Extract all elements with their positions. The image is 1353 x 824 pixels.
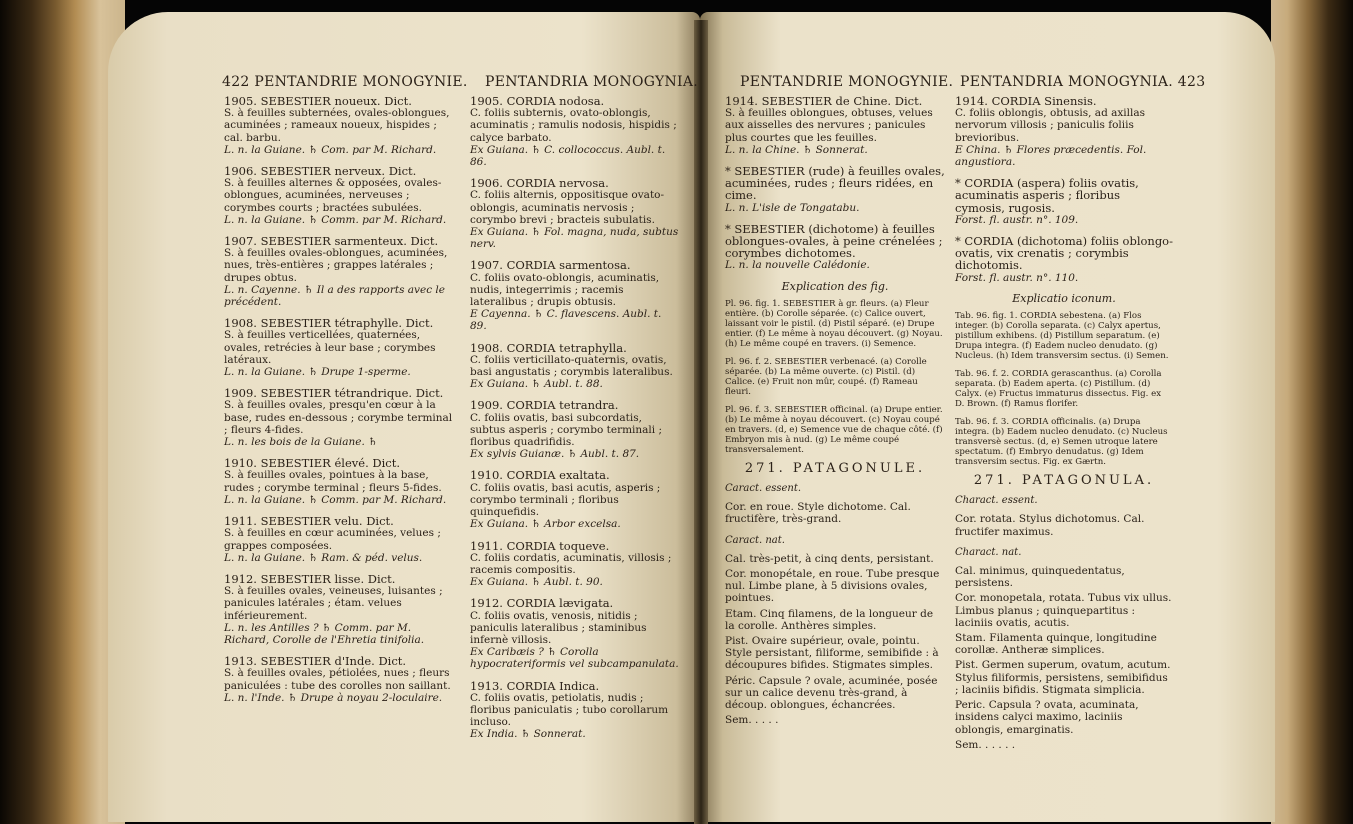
entry-title: * SEBESTIER (rude) à feuilles ovales, acuminées, rudes ; fleurs ridées, en cime. <box>725 164 945 203</box>
entry-citation: L. n. la Guiane. ♄ Com. par M. Richard. <box>224 143 437 156</box>
essential-character-text: Cor. rotata. Stylus dichotomus. Cal. fructifer maximus. <box>955 513 1145 538</box>
entry-citation: L. n. la nouvelle Calédonie. <box>725 259 870 272</box>
plate-caption: Pl. 96. f. 2. SEBESTIER verbenacé. (a) Corolle séparée. (b) La même ouverte. (c) Pistil. (d) Calice. (e) Fruit non mûr, coupé. (f) Rameau fleuri. <box>725 356 927 397</box>
entry-citation: L. n. la Guiane. ♄ Comm. par M. Richard. <box>224 493 447 506</box>
entry-description: C. foliis ovatis, basi subcordatis, subtus asperis ; corymbo terminali ; floribus quadrifidis. <box>470 411 663 449</box>
book-edge-right <box>1271 0 1353 824</box>
entry-title: 1914. CORDIA Sinensis. <box>955 94 1097 108</box>
species-entry <box>224 655 456 704</box>
entry-title: 1905. CORDIA nodosa. <box>470 94 605 108</box>
natural-character-line: Cor. monopetala, rotata. Tubus vix ullus. Limbus planus ; quinquepartitus : laciniis ovatis, acutis. <box>955 592 1172 629</box>
column-french-422 <box>224 95 456 713</box>
plate-explanation-heading: Explicatio iconum. <box>1012 291 1116 305</box>
entry-citation: L. n. les Antilles ? ♄ Comm. par M. Richard, Corolle de l'Ehretia tinifolia. <box>224 621 425 646</box>
entry-description: S. à feuilles subternées, ovales-oblongues, acuminées ; rameaux noueux, hispides ; cal. barbu. <box>224 107 450 144</box>
entry-title: 1909. CORDIA tetrandra. <box>470 398 619 413</box>
species-entry <box>955 177 1173 226</box>
entry-description: S. à feuilles verticellées, quaternées, ovales, retrécies à leur base ; corymbes latéraux. <box>224 329 436 366</box>
species-entry <box>224 95 456 156</box>
column-latin-423 <box>955 95 1173 754</box>
plate-caption: Pl. 96. f. 3. SEBESTIER officinal. (a) Drupe entier. (b) Le même à noyau découvert. (c) Noyau coupé en travers. (d, e) Semence vue de chaque côté. (f) Embryon mis à nud. (g) Le même coupé transversalement. <box>725 404 943 455</box>
entry-description: C. foliis cordatis, acuminatis, villosis ; racemis compositis. <box>470 551 672 576</box>
entry-citation: L. n. l'Inde. ♄ Drupe à noyau 2-loculaire. <box>224 691 443 704</box>
column-latin-422 <box>470 95 680 750</box>
species-entry <box>470 399 680 460</box>
entry-citation: Ex India. ♄ Sonnerat. <box>470 728 586 741</box>
essential-character-label: Charact. essent. <box>955 495 1038 507</box>
entry-title: 1913. CORDIA Indica. <box>470 678 600 693</box>
entry-citation: Forst. fl. austr. n°. 110. <box>955 271 1079 284</box>
entry-description: S. à feuilles ovales, pétiolées, nues ; fleurs paniculées : tube des corolles non saillant. <box>224 667 451 692</box>
genus-heading: 271. PATAGONULE. <box>744 460 926 476</box>
species-entry <box>470 469 680 530</box>
entry-description: S. à feuilles en cœur acuminées, velues ; grappes composées. <box>224 527 441 552</box>
species-entry <box>224 165 456 226</box>
header-423-french: PENTANDRIE MONOGYNIE. <box>740 74 954 90</box>
entry-title: 1912. SEBESTIER lisse. Dict. <box>224 571 396 586</box>
natural-character-line: Peric. Capsula ? ovata, acuminata, insidens calyci maximo, laciniis oblongis, emarginatis. <box>955 699 1139 736</box>
entry-citation: E China. ♄ Flores præcedentis. Fol. angustiora. <box>955 143 1147 169</box>
entry-citation: Ex Caribæis ? ♄ Corolla hypocrateriformis vel subcampanulata. <box>470 646 679 671</box>
entry-title: * CORDIA (dichotoma) foliis oblongo-ovatis, vix crenatis ; corymbis dichotomis. <box>955 234 1173 273</box>
entry-citation: Ex Guiana. ♄ Fol. magna, nuda, subtus nerv. <box>470 226 679 251</box>
entry-citation: Ex Guiana. ♄ C. collococcus. Aubl. t. 86. <box>470 143 666 169</box>
plate-explanation-heading: Explication des fig. <box>781 279 889 293</box>
genus-heading: 271. PATAGONULA. <box>973 473 1155 489</box>
entry-title: * CORDIA (aspera) foliis ovatis, acuminatis asperis ; floribus cymosis, rugosis. <box>955 176 1139 215</box>
entry-description: S. à feuilles ovales-oblongues, acuminées, nues, très-entières ; grappes latérales ; drupes obtus. <box>224 247 448 284</box>
natural-character-line: Pist. Germen superum, ovatum, acutum. Stylus filiformis, persistens, semibifidus ; laciniis bifidis. Stigmata simplicia. <box>955 659 1171 696</box>
entry-description: S. à feuilles ovales, presqu'en cœur à la base, rudes en-dessous ; corymbe terminal ; fleurs 4-fides. <box>224 399 453 436</box>
natural-character-line: Péric. Capsule ? ovale, acuminée, posée sur un calice devenu très-grand, à découp. oblongues, échancrées. <box>725 674 938 712</box>
entry-title: 1914. SEBESTIER de Chine. Dict. <box>725 94 923 108</box>
entry-description: C. foliis verticillato-quaternis, ovatis, basi angustatis ; corymbis lateralibus. <box>470 353 673 379</box>
species-entry <box>224 317 456 378</box>
entry-title: 1908. SEBESTIER tétraphylle. Dict. <box>224 316 434 331</box>
entry-citation: L. n. Cayenne. ♄ Il a des rapports avec le précédent. <box>224 283 445 309</box>
entry-citation: L. n. la Guiane. ♄ Drupe 1-sperme. <box>224 366 411 379</box>
natural-character-line: Cor. monopétale, en roue. Tube presque nul. Limbe plane, à 5 divisions ovales, pointues. <box>725 568 940 605</box>
entry-citation: L. n. L'isle de Tongatabu. <box>725 201 860 214</box>
species-entry <box>955 235 1173 284</box>
entry-title: 1910. SEBESTIER élevé. Dict. <box>224 456 401 471</box>
essential-character-label: Caract. essent. <box>725 483 802 495</box>
column-french-423 <box>725 95 945 730</box>
species-entry <box>224 573 456 646</box>
entry-title: 1911. SEBESTIER velu. Dict. <box>224 514 394 529</box>
species-entry <box>470 342 680 391</box>
entry-description: C. foliis ovatis, venosis, nitidis ; paniculis lateralibus ; staminibus infernè villosis. <box>470 609 647 646</box>
species-entry <box>224 235 456 308</box>
natural-character-line: Etam. Cinq filamens, de la longueur de la corolle. Anthères simples. <box>725 607 934 632</box>
entry-description: S. à feuilles alternes & opposées, ovales-oblongues, acuminées, nerveuses ; corymbes courts ; bractées subulées. <box>224 177 442 214</box>
header-423-latin: PENTANDRIA MONOGYNIA. 423 <box>960 74 1206 90</box>
entry-title: 1906. CORDIA nervosa. <box>470 176 609 191</box>
species-entry <box>224 387 456 448</box>
entry-description: C. foliis ovatis, basi acutis, asperis ; corymbo terminali ; floribus quinquefidis. <box>470 481 661 519</box>
entry-title: * SEBESTIER (dichotome) à feuilles oblongues-ovales, à peine crénelées ; corymbes dichotomes. <box>725 221 943 261</box>
natural-character-line: Cal. minimus, quinquedentatus, persistens. <box>955 565 1125 590</box>
species-entry <box>955 95 1173 168</box>
plate-caption: Tab. 96. f. 3. CORDIA officinalis. (a) Drupa integra. (b) Eadem nucleo denudato. (c) Nucleus transversè sectus. (d, e) Semen utroque latere spectatum. (f) Embryo denudatus. (g) Idem transversim sectus. Fig. ex Gærtn. <box>955 417 1168 468</box>
natural-character-line: Sem. . . . . <box>725 714 779 727</box>
entry-title: 1908. CORDIA tetraphylla. <box>470 340 627 355</box>
entry-title: 1913. SEBESTIER d'Inde. Dict. <box>224 654 407 669</box>
header-422-french: 422 PENTANDRIE MONOGYNIE. <box>222 74 468 90</box>
species-entry <box>470 177 680 250</box>
entry-citation: Forst. fl. austr. n°. 109. <box>955 213 1079 226</box>
natural-character-label: Caract. nat. <box>725 534 785 546</box>
entry-citation: L. n. la Chine. ♄ Sonnerat. <box>725 143 868 156</box>
species-entry <box>470 95 680 168</box>
natural-character-line: Cal. très-petit, à cinq dents, persistant. <box>725 552 934 565</box>
entry-citation: L. n. les bois de la Guiane. ♄ <box>224 436 378 449</box>
entry-description: S. à feuilles ovales, veineuses, luisantes ; panicules latérales ; étam. velues inférieurement. <box>224 585 443 622</box>
species-entry <box>725 165 945 214</box>
entry-description: C. foliis subternis, ovato-oblongis, acuminatis ; ramulis nodosis, hispidis ; calyce barbato. <box>470 107 677 144</box>
species-entry <box>470 540 680 589</box>
entry-citation: L. n. la Guiane. ♄ Ram. & péd. velus. <box>224 551 423 564</box>
entry-title: 1912. CORDIA lævigata. <box>470 596 614 611</box>
entry-citation: E Cayenna. ♄ C. flavescens. Aubl. t. 89. <box>470 308 662 333</box>
plate-caption: Pl. 96. fig. 1. SEBESTIER à gr. fleurs. (a) Fleur entière. (b) Corolle séparée. (c) Calice ouvert, laissant voir le pistil. (d) Pistil séparé. (e) Drupe entier. (f) Le même à noyau découvert. (g) Noyau. (h) Le même coupé en travers. (i) Semence. <box>725 298 943 349</box>
entry-citation: Ex sylvis Guianæ. ♄ Aubl. t. 87. <box>470 448 640 461</box>
entry-title: 1909. SEBESTIER tétrandrique. Dict. <box>224 386 444 401</box>
species-entry <box>224 457 456 506</box>
entry-description: C. foliis alternis, oppositisque ovato-oblongis, acuminatis nervosis ; corymbo brevi ; bracteis subulatis. <box>470 189 665 226</box>
species-entry <box>725 223 945 272</box>
entry-citation: Ex Guiana. ♄ Aubl. t. 88. <box>470 378 603 391</box>
entry-description: S. à feuilles ovales, pointues à la base, rudes ; corymbe terminal ; fleurs 5-fides. <box>224 469 442 494</box>
entry-title: 1911. CORDIA toqueve. <box>470 538 610 553</box>
header-422-latin: PENTANDRIA MONOGYNIA. <box>485 74 699 90</box>
natural-character-label: Charact. nat. <box>955 546 1022 558</box>
entry-citation: Ex Guiana. ♄ Aubl. t. 90. <box>470 576 603 589</box>
natural-character-line: Stam. Filamenta quinque, longitudine corollæ. Antheræ simplices. <box>955 632 1157 657</box>
entry-title: 1907. CORDIA sarmentosa. <box>470 258 631 273</box>
plate-caption: Tab. 96. fig. 1. CORDIA sebestena. (a) Flos integer. (b) Corolla separata. (c) Calyx apertus, pistillum exhibens. (d) Pistillum separatum. (e) Drupa integra. (f) Eadem nucleo denudato. (g) Nucleus. (h) Idem transversim sectus. (i) Semen. <box>955 311 1169 362</box>
species-entry <box>470 597 680 670</box>
entry-title: 1910. CORDIA exaltata. <box>470 468 610 483</box>
essential-character-text: Cor. en roue. Style dichotome. Cal. fructifère, très-grand. <box>725 501 911 526</box>
entry-title: 1906. SEBESTIER nerveux. Dict. <box>224 164 417 179</box>
species-entry <box>470 259 680 332</box>
book-gutter <box>694 20 708 824</box>
species-entry <box>470 680 680 741</box>
natural-character-line: Pist. Ovaire supérieur, ovale, pointu. Style persistant, filiforme, semibifide : à découpures bifides. Stigmates simples. <box>725 635 939 672</box>
entry-description: S. à feuilles oblongues, obtuses, velues aux aisselles des nervures ; panicules plus courtes que les feuilles. <box>725 107 933 144</box>
entry-description: C. foliis oblongis, obtusis, ad axillas nervorum villosis ; paniculis foliis brevioribus. <box>955 107 1146 144</box>
entry-title: 1907. SEBESTIER sarmenteux. Dict. <box>224 234 439 249</box>
plate-caption: Tab. 96. f. 2. CORDIA gerascanthus. (a) Corolla separata. (b) Eadem aperta. (c) Pistillum. (d) Calyx. (e) Fructus immaturus dissectus. Fig. ex D. Brown. (f) Ramus florifer. <box>955 369 1162 410</box>
entry-citation: Ex Guiana. ♄ Arbor excelsa. <box>470 518 621 531</box>
entry-citation: L. n. la Guiane. ♄ Comm. par M. Richard. <box>224 213 447 226</box>
entry-title: 1905. SEBESTIER noueux. Dict. <box>224 94 412 108</box>
species-entry <box>224 515 456 564</box>
natural-character-line: Sem. . . . . . <box>955 738 1016 751</box>
entry-description: C. foliis ovatis, petiolatis, nudis ; floribus paniculatis ; tubo corollarum incluso. <box>470 691 669 729</box>
species-entry <box>725 95 945 156</box>
entry-description: C. foliis ovato-oblongis, acuminatis, nudis, integerrimis ; racemis lateralibus ; drupis obtusis. <box>470 271 660 309</box>
book-edge-left <box>0 0 125 824</box>
